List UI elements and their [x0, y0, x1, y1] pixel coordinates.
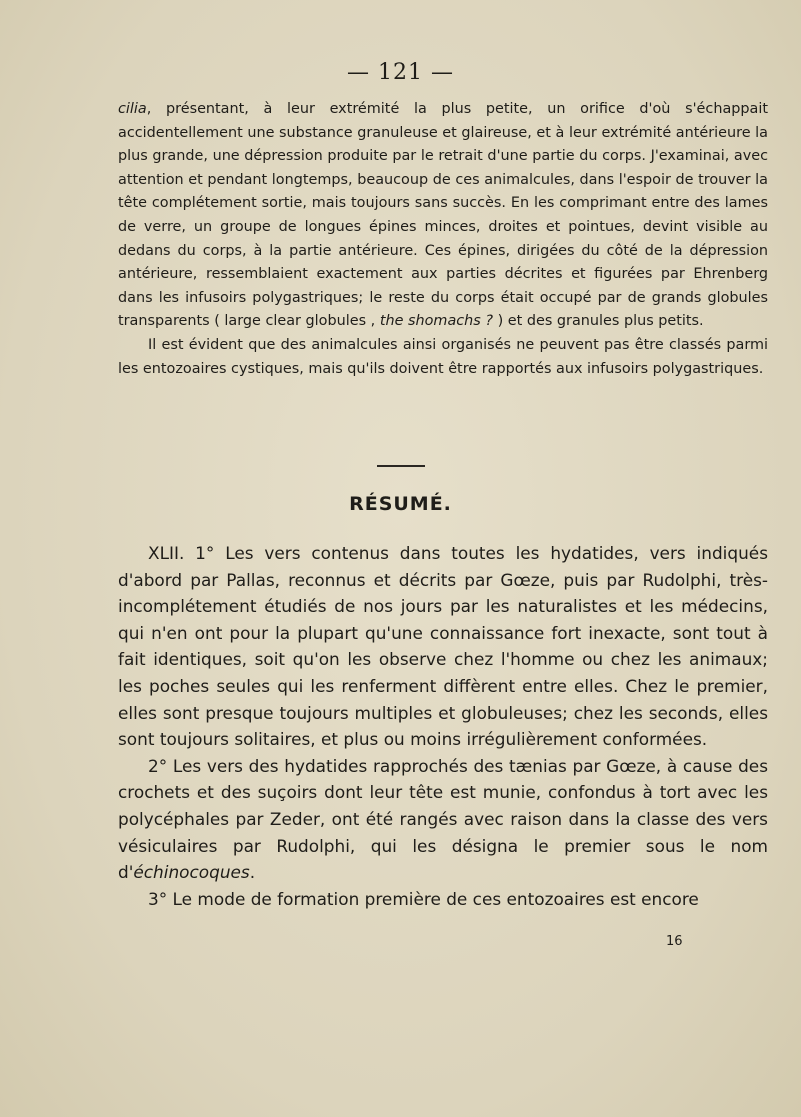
upper-text-block	[118, 98, 768, 381]
summary-text-block	[118, 540, 768, 912]
paragraph-conclusion: Il est évident que des animalcules ainsi organisés ne peuvent pas être classés parmi les entozoaires cystiques, mais qu'ils doivent être rapportés aux infusoirs polygastriques.	[118, 336, 768, 377]
summary-point-1: XLII. 1° Les vers contenus dans toutes les hydatides, vers indiqués d'abord par Pallas, reconnus et décrits par Gœze, puis par Rudolphi, très-incomplétement étudiés de nos jours par les naturalistes et les médecins, qui n'en ont pour la plupart qu'une connaissance fort inexacte, sont tout à fait identiques, soit qu'on les observe chez l'homme ou chez les animaux; les poches seules qui les renferment diffèrent entre elles. Chez le premier, elles sont presque toujours multiples et globuleuses; chez les seconds, elles sont toujours solitaires, et plus ou moins irrégulièrement conformées.	[118, 543, 768, 750]
section-heading-resume: RÉSUMÉ.	[349, 493, 452, 515]
italic-cilia: cilia	[118, 101, 147, 117]
summary-point-2	[118, 753, 768, 886]
italic-echinocoques: échinocoques	[133, 862, 250, 883]
page-number: — 121 —	[347, 60, 454, 85]
paragraph-cilia-end: ) et des granules plus petits.	[493, 313, 704, 330]
section-divider	[377, 465, 425, 467]
italic-quote: the shomachs ?	[379, 313, 494, 330]
summary-point-3: 3° Le mode de formation première de ces entozoaires est encore	[148, 888, 699, 909]
summary-point-2-text: 2° Les vers des hydatides rapprochés des tænias par Gœze, à cause des crochets et des suçoirs dont leur tête est munie, confondus à tort avec les polycéphales par Zeder, ont été rangés avec raison dans la classe des vers vésiculaires par Rudolphi, qui les désigna le premier sous le nom d'	[118, 755, 768, 883]
summary-point-2-end: .	[249, 862, 256, 883]
printer-signature-mark: 16	[666, 934, 683, 949]
paragraph-cilia-text: , présentant, à leur extrémité la plus petite, un orifice d'où s'échappait accidentellement une substance granuleuse et glaireuse, et à leur extrémité antérieure la plus grande, une dépression produite par le retrait d'une partie du corps. J'examinai, avec attention et pendant longtemps, beaucoup de ces animalcules, dans l'espoir de trouver la tête complétement sortie, mais toujours sans succès. En les comprimant entre des lames de verre, un groupe de longues épines minces, droites et pointues, devint visible au dedans du corps, à la partie antérieure. Ces épines, dirigées du côté de la dépression antérieure, ressemblaient exactement aux parties décrites et figurées par Ehrenberg dans les infusoirs polygastriques; le reste du corps était occupé par de grands globules transparents ( large clear globules ,	[118, 101, 768, 330]
paragraph-cilia	[118, 98, 768, 334]
